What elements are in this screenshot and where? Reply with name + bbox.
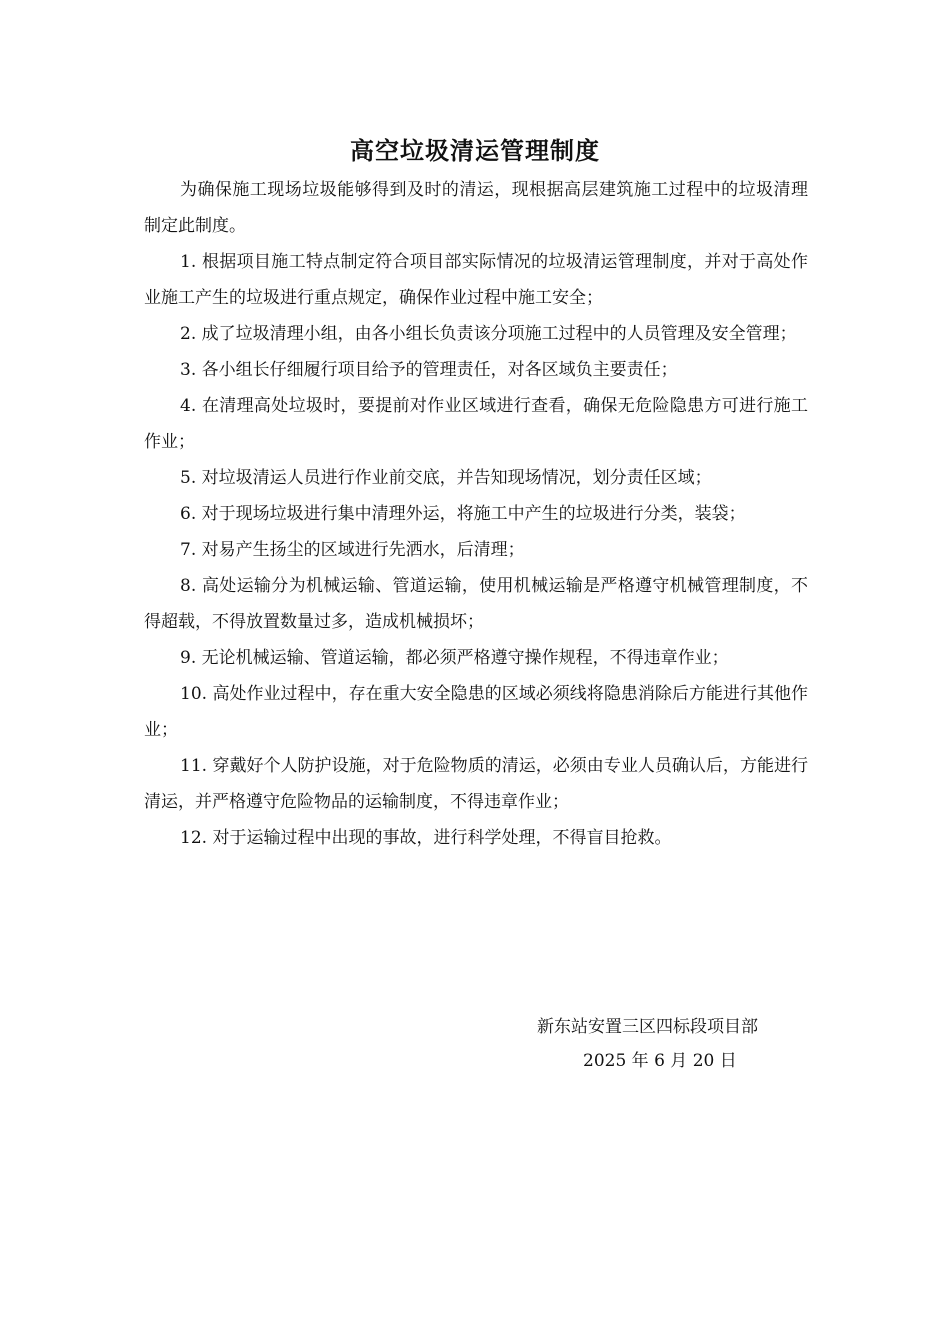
rule-item-9: 9. 无论机械运输、管道运输，都必须严格遵守操作规程，不得违章作业；: [180, 648, 729, 668]
document-body: [144, 172, 808, 856]
rule-item-7: 7. 对易产生扬尘的区域进行先洒水，后清理；: [180, 540, 525, 560]
document-title: 高空垃圾清运管理制度: [350, 137, 600, 165]
rule-item-3: 3. 各小组长仔细履行项目给予的管理责任，对各区域负主要责任；: [180, 360, 678, 380]
rule-item-2: 2. 成了垃圾清理小组，由各小组长负责该分项施工过程中的人员管理及安全管理；: [180, 324, 797, 344]
rule-item-11: 11. 穿戴好个人防护设施，对于危险物质的清运，必须由专业人员确认后，方能进行清运，并严格遵守危险物品的运输制度，不得违章作业；: [144, 756, 808, 812]
signature-date: 2025 年 6 月 20 日: [583, 1051, 737, 1071]
rule-item-10: 10. 高处作业过程中，存在重大安全隐患的区域必须线将隐患消除后方能进行其他作业；: [144, 684, 808, 740]
intro-paragraph: 为确保施工现场垃圾能够得到及时的清运，现根据高层建筑施工过程中的垃圾清理制定此制度。: [144, 180, 808, 236]
rule-item-4: 4. 在清理高处垃圾时，要提前对作业区域进行查看，确保无危险隐患方可进行施工作业；: [144, 396, 808, 452]
rule-item-8: 8. 高处运输分为机械运输、管道运输，使用机械运输是严格遵守机械管理制度，不得超载，不得放置数量过多，造成机械损坏；: [144, 576, 808, 632]
signature-organization: 新东站安置三区四标段项目部: [537, 1017, 758, 1037]
rule-item-12: 12. 对于运输过程中出现的事故，进行科学处理，不得盲目抢救。: [180, 828, 672, 848]
rule-item-6: 6. 对于现场垃圾进行集中清理外运，将施工中产生的垃圾进行分类，装袋；: [180, 504, 746, 524]
rule-item-1: 1. 根据项目施工特点制定符合项目部实际情况的垃圾清运管理制度，并对于高处作业施工产生的垃圾进行重点规定，确保作业过程中施工安全；: [144, 252, 808, 308]
rule-item-5: 5. 对垃圾清运人员进行作业前交底，并告知现场情况，划分责任区域；: [180, 468, 712, 488]
